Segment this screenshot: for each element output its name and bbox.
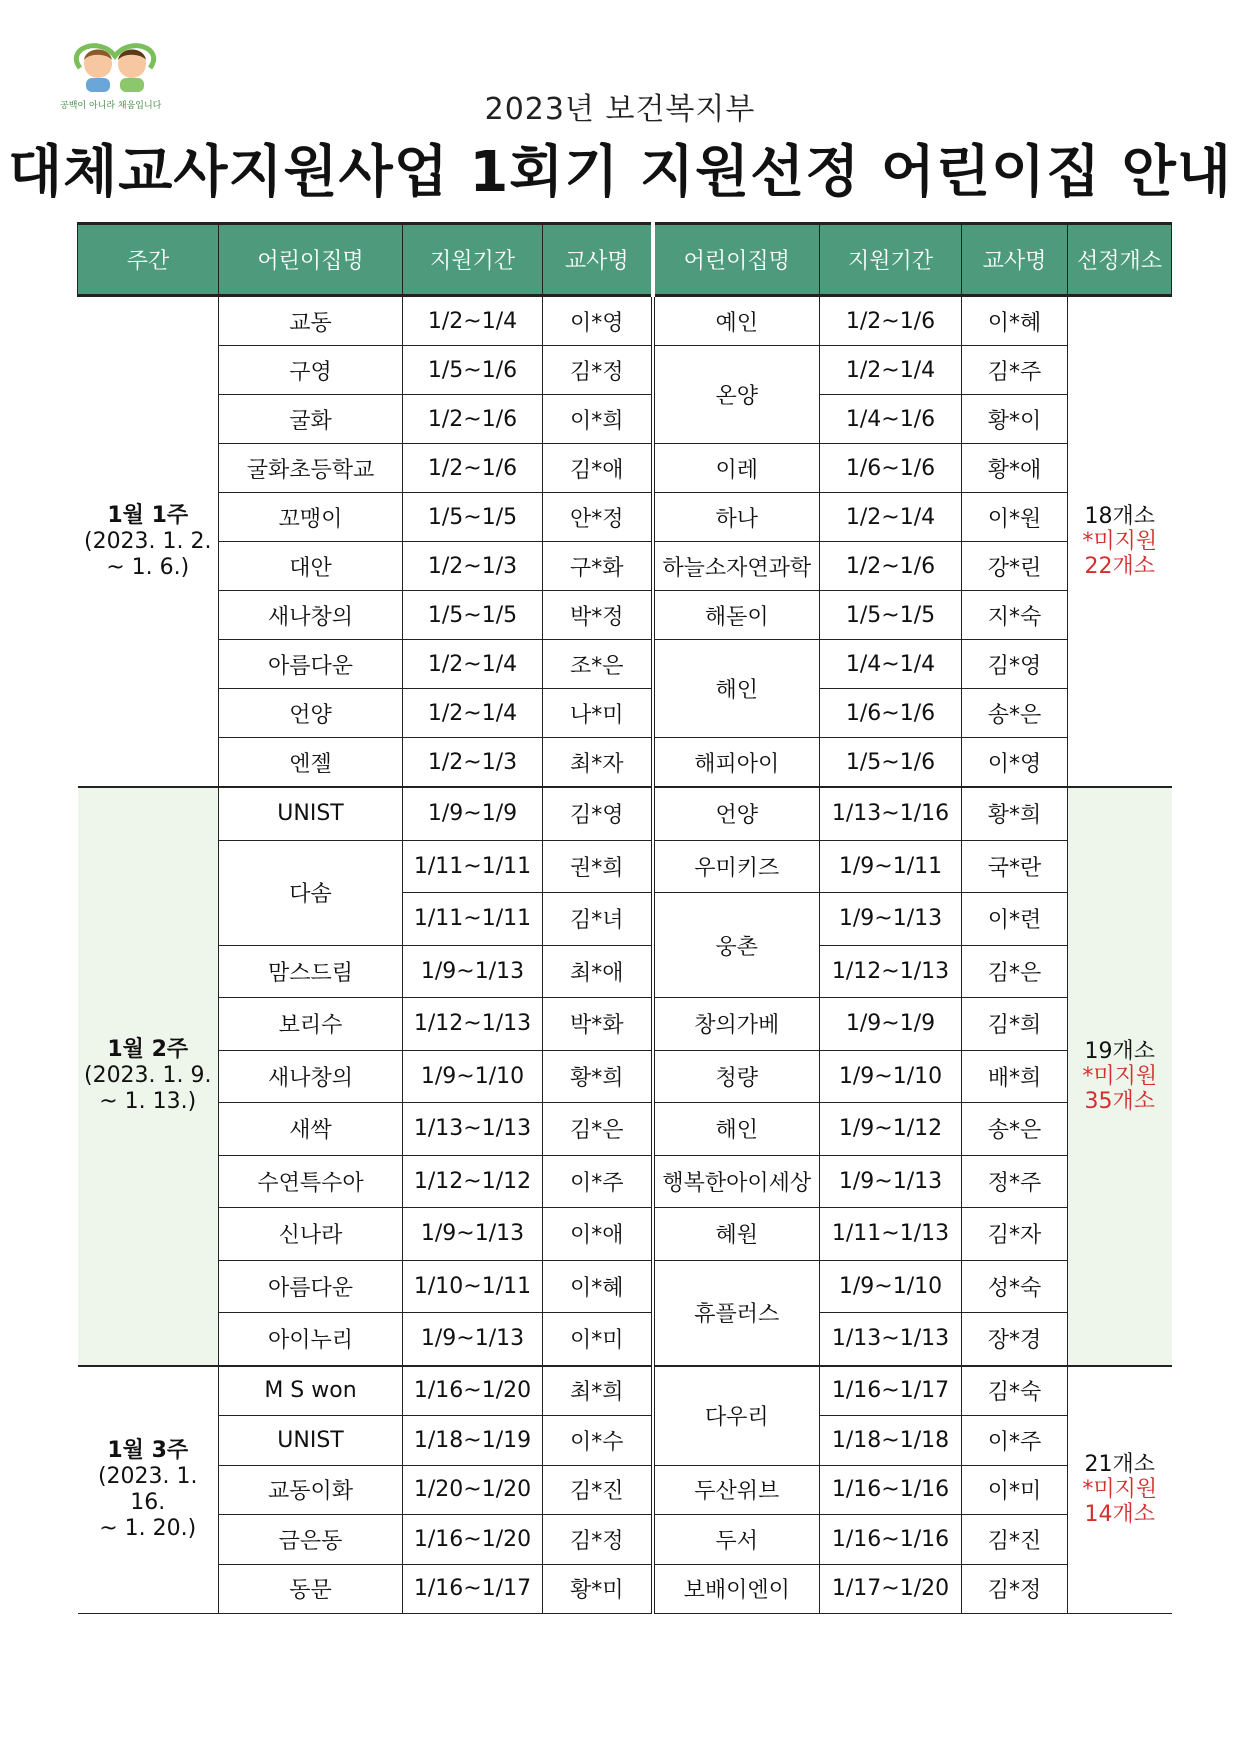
teacher-name: 이*영 [543, 296, 653, 346]
teacher-name: 장*경 [962, 1313, 1068, 1366]
daycare-name: 아름다운 [219, 640, 403, 689]
daycare-name: 이레 [653, 444, 820, 493]
support-period: 1/2~1/3 [403, 542, 543, 591]
daycare-name: 굴화초등학교 [219, 444, 403, 493]
daycare-name: 수연특수아 [219, 1155, 403, 1208]
support-period: 1/2~1/3 [403, 738, 543, 788]
teacher-name: 이*미 [962, 1465, 1068, 1515]
support-period: 1/6~1/6 [820, 444, 962, 493]
teacher-name: 권*희 [543, 840, 653, 893]
support-period: 1/6~1/6 [820, 689, 962, 738]
selected-count: 21개소 [1084, 1452, 1155, 1478]
daycare-name: 다솜 [219, 840, 403, 945]
daycare-name: 굴화 [219, 395, 403, 444]
table-row [78, 1260, 1172, 1313]
support-period: 1/9~1/13 [820, 1155, 962, 1208]
support-period: 1/2~1/4 [403, 689, 543, 738]
daycare-name: 언양 [653, 787, 820, 840]
support-period: 1/9~1/10 [403, 1050, 543, 1103]
support-period: 1/16~1/17 [403, 1564, 543, 1614]
daycare-name: 우미키즈 [653, 840, 820, 893]
week-label: 1월 3주 [107, 1437, 189, 1463]
support-period: 1/11~1/11 [403, 893, 543, 946]
support-period: 1/2~1/4 [820, 493, 962, 542]
week-label: 1월 1주 [107, 502, 189, 528]
daycare-name: 보배이엔이 [653, 1564, 820, 1614]
daycare-name: 해돋이 [653, 591, 820, 640]
daycare-name: 청량 [653, 1050, 820, 1103]
selected-count: 19개소 [1084, 1038, 1155, 1064]
daycare-name: 창의가베 [653, 998, 820, 1051]
week2-cell [78, 787, 219, 1366]
daycare-name: 두서 [653, 1515, 820, 1565]
table-row [78, 346, 1172, 395]
teacher-name: 이*애 [543, 1208, 653, 1261]
table-row [78, 296, 1172, 346]
support-period: 1/20~1/20 [403, 1465, 543, 1515]
support-period: 1/2~1/4 [820, 346, 962, 395]
selected-count: 18개소 [1084, 504, 1155, 529]
table-row [78, 640, 1172, 689]
support-period: 1/9~1/13 [403, 1313, 543, 1366]
teacher-name: 이*영 [962, 738, 1068, 788]
col-header-daycare-name: 어린이집명 [219, 224, 403, 296]
teacher-name: 김*은 [543, 1103, 653, 1156]
support-period: 1/16~1/20 [403, 1515, 543, 1565]
teacher-name: 성*숙 [962, 1260, 1068, 1313]
table-row [78, 840, 1172, 893]
table-row [78, 395, 1172, 444]
teacher-name: 김*진 [543, 1465, 653, 1515]
daycare-name: 금은동 [219, 1515, 403, 1565]
support-period: 1/16~1/17 [820, 1366, 962, 1416]
daycare-name: 구영 [219, 346, 403, 395]
table-row [78, 1465, 1172, 1515]
teacher-name: 김*숙 [962, 1366, 1068, 1416]
table-row [78, 1103, 1172, 1156]
col-header-week: 주간 [78, 224, 219, 296]
support-period: 1/18~1/18 [820, 1416, 962, 1466]
daycare-name: 예인 [653, 296, 820, 346]
daycare-name: 새나창의 [219, 1050, 403, 1103]
daycare-name: UNIST [219, 1416, 403, 1466]
week2-summary [1068, 787, 1172, 1366]
week-range: (2023. 1. 9. ~ 1. 13.) [83, 1063, 212, 1115]
teacher-name: 최*희 [543, 1366, 653, 1416]
teacher-name: 황*희 [962, 787, 1068, 840]
daycare-name: 웅촌 [653, 893, 820, 998]
unsupported-count: 22개소 [1084, 554, 1155, 579]
teacher-name: 김*영 [962, 640, 1068, 689]
support-period: 1/12~1/13 [820, 945, 962, 998]
daycare-name: 해인 [653, 640, 820, 738]
support-period: 1/9~1/13 [403, 1208, 543, 1261]
teacher-name: 지*숙 [962, 591, 1068, 640]
teacher-name: 나*미 [543, 689, 653, 738]
support-period: 1/13~1/16 [820, 787, 962, 840]
teacher-name: 이*원 [962, 493, 1068, 542]
table-row [78, 1155, 1172, 1208]
teacher-name: 송*은 [962, 689, 1068, 738]
week3-cell [78, 1366, 219, 1614]
teacher-name: 황*애 [962, 444, 1068, 493]
unsupported-label: *미지원 [1082, 529, 1158, 554]
unsupported-count: 35개소 [1084, 1088, 1155, 1114]
selection-table [77, 222, 1172, 1614]
teacher-name: 김*정 [962, 1564, 1068, 1614]
teacher-name: 정*주 [962, 1155, 1068, 1208]
daycare-name: 대안 [219, 542, 403, 591]
table-header-row [78, 224, 1172, 296]
support-period: 1/9~1/13 [820, 893, 962, 946]
col-header-teacher: 교사명 [543, 224, 653, 296]
teacher-name: 이*혜 [962, 296, 1068, 346]
table-row [78, 998, 1172, 1051]
support-period: 1/5~1/5 [820, 591, 962, 640]
col-header-teacher-2: 교사명 [962, 224, 1068, 296]
teacher-name: 김*자 [962, 1208, 1068, 1261]
support-period: 1/16~1/16 [820, 1465, 962, 1515]
page-subtitle: 2023년 보건복지부 [484, 92, 756, 127]
col-header-daycare-name-2: 어린이집명 [653, 224, 820, 296]
teacher-name: 김*정 [543, 346, 653, 395]
teacher-name: 안*정 [543, 493, 653, 542]
teacher-name: 김*정 [543, 1515, 653, 1565]
support-period: 1/13~1/13 [820, 1313, 962, 1366]
table-row [78, 1050, 1172, 1103]
teacher-name: 이*수 [543, 1416, 653, 1466]
teacher-name: 이*미 [543, 1313, 653, 1366]
support-period: 1/4~1/4 [820, 640, 962, 689]
teacher-name: 최*애 [543, 945, 653, 998]
support-period: 1/10~1/11 [403, 1260, 543, 1313]
table-row [78, 787, 1172, 840]
teacher-name: 김*은 [962, 945, 1068, 998]
daycare-name: 신나라 [219, 1208, 403, 1261]
page-title: 대체교사지원사업 1회기 지원선정 어린이집 안내 [8, 140, 1232, 205]
table-row [78, 945, 1172, 998]
teacher-name: 황*희 [543, 1050, 653, 1103]
col-header-period: 지원기간 [403, 224, 543, 296]
teacher-name: 김*진 [962, 1515, 1068, 1565]
teacher-name: 조*은 [543, 640, 653, 689]
support-period: 1/11~1/11 [403, 840, 543, 893]
support-period: 1/5~1/6 [403, 346, 543, 395]
daycare-name: 해피아이 [653, 738, 820, 788]
teacher-name: 이*주 [962, 1416, 1068, 1466]
unsupported-label: *미지원 [1082, 1063, 1158, 1089]
daycare-name: 휴플러스 [653, 1260, 820, 1366]
week-label: 1월 2주 [107, 1037, 189, 1063]
table-row [78, 1313, 1172, 1366]
daycare-name: 새나창의 [219, 591, 403, 640]
support-period: 1/9~1/11 [820, 840, 962, 893]
table-row [78, 689, 1172, 738]
teacher-name: 김*애 [543, 444, 653, 493]
week-range: (2023. 1. 16. ~ 1. 20.) [97, 1463, 198, 1541]
teacher-name: 이*련 [962, 893, 1068, 946]
teacher-name: 이*혜 [543, 1260, 653, 1313]
daycare-name: M S won [219, 1366, 403, 1416]
col-header-period-2: 지원기간 [820, 224, 962, 296]
daycare-name: 해인 [653, 1103, 820, 1156]
support-period: 1/9~1/10 [820, 1260, 962, 1313]
teacher-name: 김*희 [962, 998, 1068, 1051]
daycare-name: 하나 [653, 493, 820, 542]
daycare-name: UNIST [219, 787, 403, 840]
support-period: 1/2~1/4 [403, 640, 543, 689]
support-period: 1/2~1/6 [820, 542, 962, 591]
daycare-name: 교동 [219, 296, 403, 346]
daycare-name: 행복한아이세상 [653, 1155, 820, 1208]
teacher-name: 김*영 [543, 787, 653, 840]
teacher-name: 이*주 [543, 1155, 653, 1208]
support-period: 1/5~1/6 [820, 738, 962, 788]
daycare-name: 언양 [219, 689, 403, 738]
support-period: 1/9~1/10 [820, 1050, 962, 1103]
support-period: 1/18~1/19 [403, 1416, 543, 1466]
support-period: 1/13~1/13 [403, 1103, 543, 1156]
daycare-name: 꼬맹이 [219, 493, 403, 542]
teacher-name: 박*화 [543, 998, 653, 1051]
daycare-name: 보리수 [219, 998, 403, 1051]
table-row [78, 1515, 1172, 1565]
teacher-name: 김*주 [962, 346, 1068, 395]
support-period: 1/9~1/9 [403, 787, 543, 840]
teacher-name: 이*희 [543, 395, 653, 444]
table-row [78, 493, 1172, 542]
week-range: (2023. 1. 2. ~ 1. 6.) [83, 528, 212, 580]
week3-summary [1068, 1366, 1172, 1614]
week1-cell [78, 296, 219, 788]
support-period: 1/2~1/6 [403, 395, 543, 444]
teacher-name: 국*란 [962, 840, 1068, 893]
support-period: 1/4~1/6 [820, 395, 962, 444]
support-period: 1/9~1/13 [403, 945, 543, 998]
daycare-name: 엔젤 [219, 738, 403, 788]
support-period: 1/16~1/16 [820, 1515, 962, 1565]
daycare-name: 하늘소자연과학 [653, 542, 820, 591]
support-period: 1/9~1/9 [820, 998, 962, 1051]
col-header-selected-count: 선정개소 [1068, 224, 1172, 296]
support-period: 1/12~1/13 [403, 998, 543, 1051]
teacher-name: 강*린 [962, 542, 1068, 591]
support-period: 1/11~1/13 [820, 1208, 962, 1261]
daycare-name: 온양 [653, 346, 820, 444]
daycare-name: 교동이화 [219, 1465, 403, 1515]
support-period: 1/9~1/12 [820, 1103, 962, 1156]
daycare-name: 두산위브 [653, 1465, 820, 1515]
support-period: 1/17~1/20 [820, 1564, 962, 1614]
daycare-name: 혜원 [653, 1208, 820, 1261]
teacher-name: 배*희 [962, 1050, 1068, 1103]
daycare-name: 새싹 [219, 1103, 403, 1156]
teacher-name: 박*정 [543, 591, 653, 640]
unsupported-count: 14개소 [1084, 1502, 1155, 1528]
support-period: 1/2~1/6 [403, 444, 543, 493]
teacher-name: 황*이 [962, 395, 1068, 444]
unsupported-label: *미지원 [1082, 1477, 1158, 1503]
support-period: 1/5~1/5 [403, 493, 543, 542]
table-row [78, 1416, 1172, 1466]
table-row [78, 1208, 1172, 1261]
daycare-name: 맘스드림 [219, 945, 403, 998]
support-period: 1/5~1/5 [403, 591, 543, 640]
support-period: 1/2~1/6 [820, 296, 962, 346]
logo-tagline: 공백이 아니라 채움입니다 [60, 101, 162, 111]
daycare-name: 아이누리 [219, 1313, 403, 1366]
teacher-name: 구*화 [543, 542, 653, 591]
table-row [78, 738, 1172, 788]
teacher-name: 최*자 [543, 738, 653, 788]
support-period: 1/16~1/20 [403, 1366, 543, 1416]
support-period: 1/12~1/12 [403, 1155, 543, 1208]
daycare-name: 아름다운 [219, 1260, 403, 1313]
daycare-name: 다우리 [653, 1366, 820, 1466]
table-row [78, 542, 1172, 591]
table-row [78, 1564, 1172, 1614]
teacher-name: 송*은 [962, 1103, 1068, 1156]
table-row [78, 444, 1172, 493]
table-row [78, 591, 1172, 640]
teacher-name: 황*미 [543, 1564, 653, 1614]
week1-summary [1068, 296, 1172, 788]
teacher-name: 김*녀 [543, 893, 653, 946]
daycare-name: 동문 [219, 1564, 403, 1614]
table-row [78, 1366, 1172, 1416]
support-period: 1/2~1/4 [403, 296, 543, 346]
